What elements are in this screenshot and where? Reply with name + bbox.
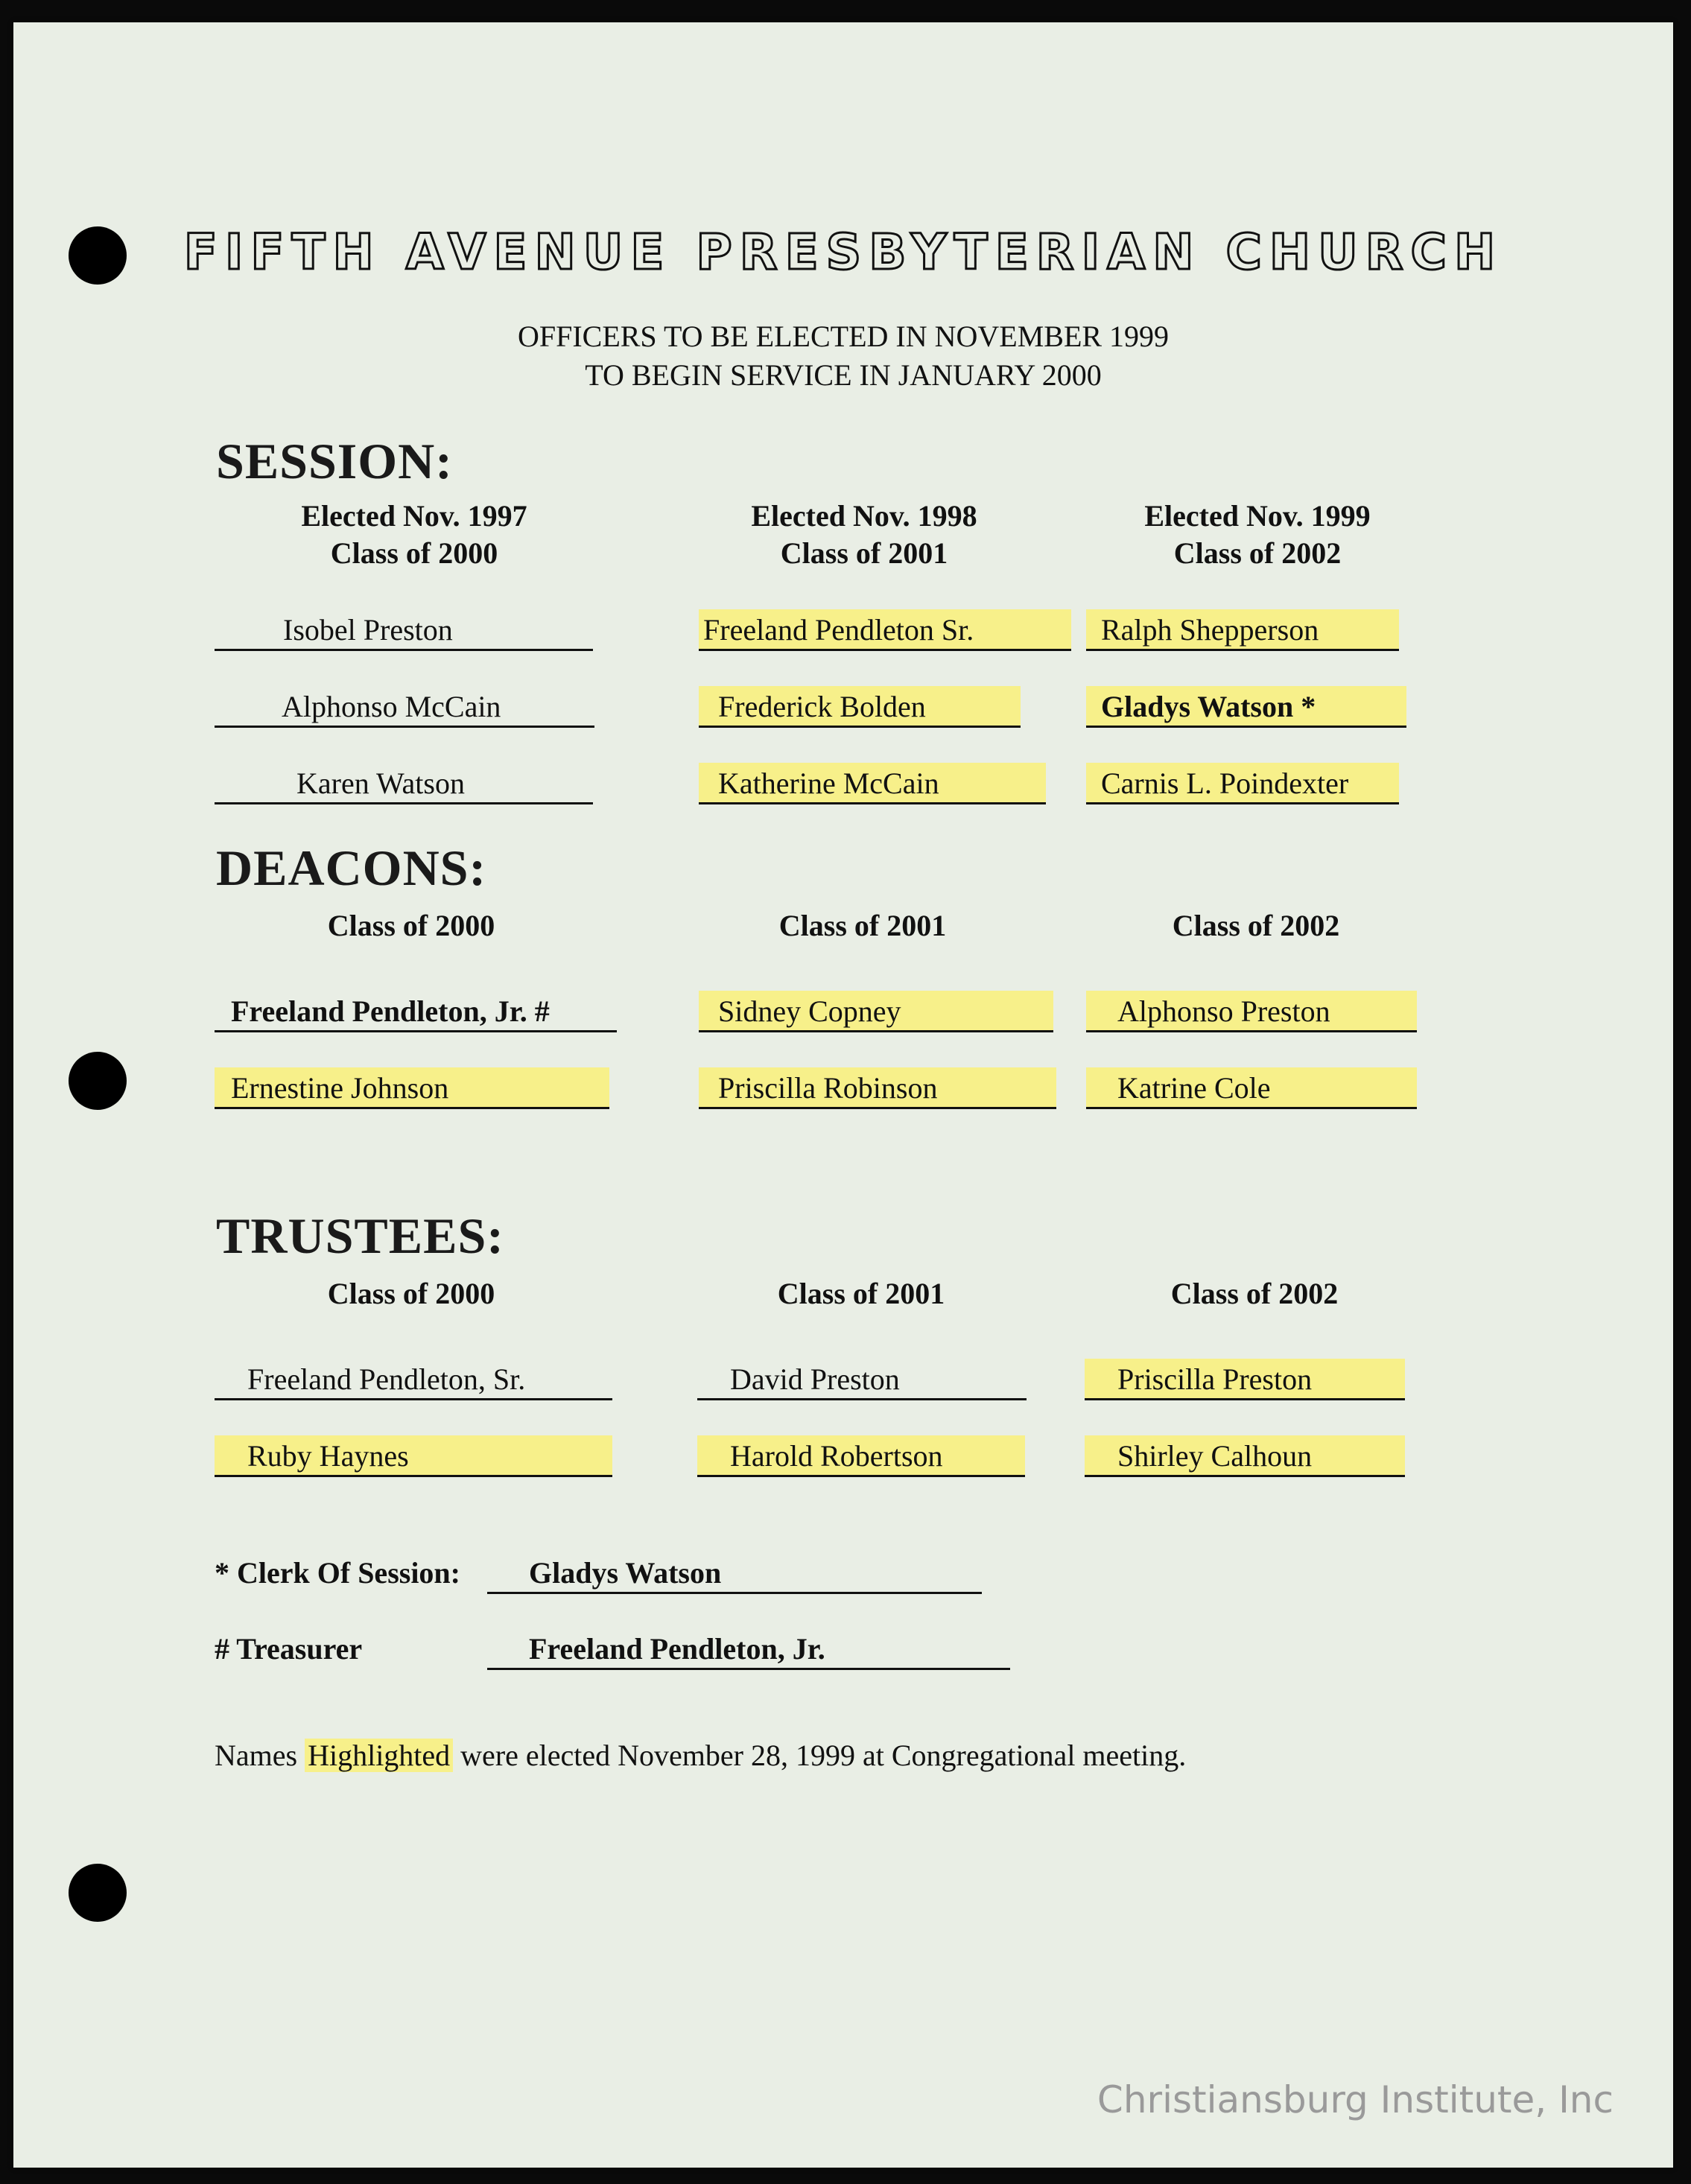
church-title: FIFTH AVENUE PRESBYTERIAN CHURCH bbox=[183, 223, 1503, 281]
session-2001-name-1: Freeland Pendleton Sr. bbox=[699, 609, 1071, 651]
trustees-heading: TRUSTEES: bbox=[216, 1207, 504, 1264]
session-col-1-header: Elected Nov. 1997 Class of 2000 bbox=[301, 499, 527, 570]
deacons-2000-name-1: Freeland Pendleton, Jr. # bbox=[215, 991, 617, 1032]
session-2000-name-3: Karen Watson bbox=[215, 763, 593, 804]
document-page bbox=[13, 22, 1673, 2168]
trustees-2000-name-1: Freeland Pendleton, Sr. bbox=[215, 1359, 612, 1400]
trustees-2001-name-1: David Preston bbox=[697, 1359, 1027, 1400]
punch-hole-bottom bbox=[69, 1864, 127, 1922]
trustees-2001-name-2: Harold Robertson bbox=[697, 1435, 1025, 1477]
subtitle-line-2: TO BEGIN SERVICE IN JANUARY 2000 bbox=[585, 358, 1102, 392]
deacons-2002-name-2: Katrine Cole bbox=[1086, 1067, 1417, 1109]
session-2002-name-1: Ralph Shepperson bbox=[1086, 609, 1399, 651]
clerk-of-session-label: * Clerk Of Session: bbox=[215, 1556, 460, 1590]
session-2000-name-2: Alphonso McCain bbox=[215, 686, 594, 728]
note-suffix: were elected November 28, 1999 at Congregational meeting. bbox=[460, 1739, 1187, 1772]
deacons-2000-name-2: Ernestine Johnson bbox=[215, 1067, 609, 1109]
session-col-3-header: Elected Nov. 1999 Class of 2002 bbox=[1144, 499, 1371, 570]
session-2002-name-3: Carnis L. Poindexter bbox=[1086, 763, 1399, 804]
deacons-col-2-header: Class of 2001 bbox=[778, 909, 947, 942]
deacons-2001-name-2: Priscilla Robinson bbox=[699, 1067, 1056, 1109]
trustees-2002-name-1: Priscilla Preston bbox=[1085, 1359, 1405, 1400]
trustees-col-3-header: Class of 2002 bbox=[1170, 1277, 1339, 1310]
clerk-of-session-name: Gladys Watson bbox=[487, 1552, 982, 1594]
note-prefix: Names bbox=[215, 1739, 298, 1772]
deacons-heading: DEACONS: bbox=[216, 839, 487, 896]
session-2001-name-3: Katherine McCain bbox=[699, 763, 1046, 804]
treasurer-label: # Treasurer bbox=[215, 1632, 363, 1666]
session-heading: SESSION: bbox=[216, 433, 453, 489]
session-2000-name-1: Isobel Preston bbox=[215, 609, 593, 651]
note-highlighted-word: Highlighted bbox=[305, 1739, 453, 1772]
trustees-col-2-header: Class of 2001 bbox=[777, 1277, 945, 1310]
session-2001-name-2: Frederick Bolden bbox=[699, 686, 1021, 728]
deacons-col-1-header: Class of 2000 bbox=[327, 909, 495, 942]
session-2002-name-2: Gladys Watson * bbox=[1086, 686, 1406, 728]
punch-hole-middle bbox=[69, 1052, 127, 1110]
session-col-2-header: Elected Nov. 1998 Class of 2001 bbox=[751, 499, 977, 570]
trustees-col-1-header: Class of 2000 bbox=[327, 1277, 495, 1310]
treasurer-name: Freeland Pendleton, Jr. bbox=[487, 1628, 1010, 1670]
highlight-note bbox=[215, 1738, 1186, 1773]
deacons-2001-name-1: Sidney Copney bbox=[699, 991, 1053, 1032]
trustees-2002-name-2: Shirley Calhoun bbox=[1085, 1435, 1405, 1477]
trustees-2000-name-2: Ruby Haynes bbox=[215, 1435, 612, 1477]
watermark: Christiansburg Institute, Inc bbox=[1097, 2078, 1614, 2121]
deacons-2002-name-1: Alphonso Preston bbox=[1086, 991, 1417, 1032]
subtitle-line-1: OFFICERS TO BE ELECTED IN NOVEMBER 1999 bbox=[517, 320, 1170, 353]
deacons-col-3-header: Class of 2002 bbox=[1172, 909, 1340, 942]
